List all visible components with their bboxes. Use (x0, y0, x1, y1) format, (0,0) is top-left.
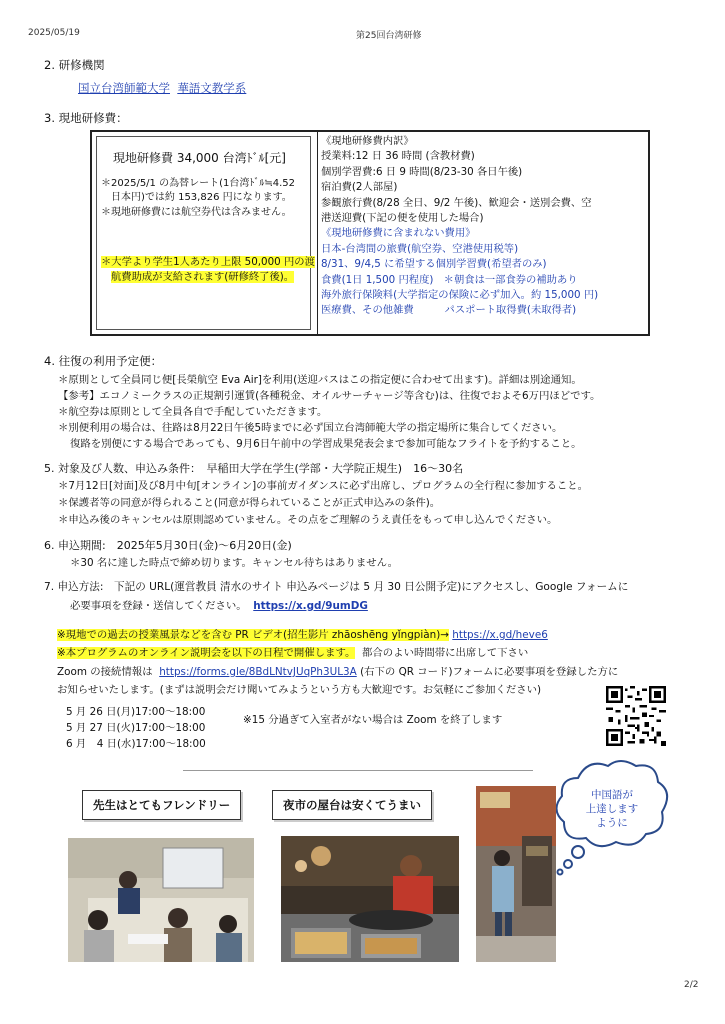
temple-street-photo (476, 786, 556, 962)
excluded-item: 日本-台湾間の旅費(航空券、空港使用税等) (321, 242, 519, 255)
excluded-item: 海外旅行保険料(大学指定の保険に必ず加入。約 15,000 円) (321, 289, 599, 302)
section-7-line-2: 必要事項を登録・送信してください。 https://x.gd/9umDG (70, 600, 368, 612)
breakdown-heading: 《現地研修費内訳》 (321, 135, 414, 147)
institution-link[interactable]: 国立台湾師範大学 (78, 81, 170, 95)
breakdown-item: 港送迎費(下記の便を使用した場合) (321, 212, 484, 225)
section-4-title: 4. 往復の利用予定便： (44, 354, 163, 368)
eligibility-note: ＊7月12日[対面]及び8月中旬[オンライン]の事前ガイダンスに必ず出席し、プログラムの全行程に参加すること。 (58, 480, 589, 492)
temple-street-illustration (476, 786, 556, 962)
night-market-photo (281, 836, 459, 962)
fee-title: 現地研修費 34,000 台湾ﾄﾞﾙ[元] (113, 151, 286, 165)
deadline-note: ＊30 名に達した時点で締め切ります。キャンセル待ちはありません。 (70, 557, 399, 569)
airfare-exclusion-note: ＊現地研修費には航空券代は含みません。 (101, 207, 292, 218)
classroom-photo (68, 838, 254, 962)
flight-note: ＊原則として全員同じ便[長榮航空 Eva Air]を利用(送迎バスはこの指定便に合わせて出ます)。詳細は別途通知。 (58, 374, 582, 386)
session-date: 5 月 26 日(月)17:00～18:00 (66, 706, 206, 718)
divider (183, 770, 533, 771)
night-market-illustration (281, 836, 459, 962)
cost-breakdown-cell (321, 134, 649, 319)
zoom-info-line: Zoom の接続情報は https://forms.gle/8BdLNtvJUqPh3UL3A (右下の QR コード)フォームに必要事項を登録した方に (57, 666, 619, 678)
exchange-rate-line-2: 日本円)では約 153,826 円になります。 (111, 192, 292, 203)
section-5-title: 5. 対象及び人数、申込み条件： 早稲田大学在学生(学部・大学院正規生) 16～30名 (44, 462, 464, 475)
session-date: 6 月 4 日(水)17:00～18:00 (66, 738, 206, 750)
excluded-item: 8/31、9/4,5 に希望する個別学習費(希望者のみ) (321, 258, 547, 271)
excluded-item: 食費(1日 1,500 円程度) ＊朝食は一部食券の補助あり (321, 273, 578, 286)
travel-aid-line-1: ＊大学より学生1人あたり上限 50,000 円の渡 (101, 256, 315, 268)
flight-note: 復路を別便にする場合であっても、9月6日午前中の学習成果発表会まで参加可能なフライトを予約すること。 (70, 438, 582, 450)
excluded-item: 医療費、その他雑費 パスポート取得費(未取得者) (321, 304, 577, 317)
breakdown-item: 個別学習費:6 日 9 時間(8/23-30 各日午後) (321, 165, 523, 178)
bubble-text: 中国語が 上達します ように (585, 789, 639, 829)
breakdown-item: 参観旅行費(8/28 全日、9/2 午後)、歓迎会・送別会費、空 (321, 196, 592, 209)
cost-summary-cell (92, 132, 318, 334)
online-session-line: ※本プログラムのオンライン説明会を以下の日程で開催します。 都合のよい時間帯に出席して下さい (57, 647, 529, 659)
session-date: 5 月 27 日(火)17:00～18:00 (66, 722, 206, 734)
speech-bubble (548, 756, 678, 876)
section-6-title: 6. 申込期間: 2025年5月30日(金)～6月20日(金) (44, 539, 292, 552)
section-3-title: 3. 現地研修費： (44, 111, 128, 125)
pr-video-line: ※現地での過去の授業風景などを含む PR ビデオ(招生影片 zhāoshēng yǐngpiàn)→ https://x.gd/heve6 (57, 629, 548, 641)
zoom-info-line-2: お知らせいたします。(まずは説明会だけ聞いてみようという方も大歓迎です。お気軽にご参加ください) (57, 684, 542, 696)
excluded-heading: 《現地研修費に含まれない費用》 (321, 227, 476, 240)
qr-code[interactable] (606, 686, 666, 746)
classroom-illustration (68, 838, 254, 962)
breakdown-item: 宿泊費(2人部屋) (321, 181, 398, 194)
caption-night-market: 夜市の屋台は安くてうまい (272, 790, 432, 820)
cost-table (90, 130, 650, 336)
qr-code-graphic (606, 686, 666, 746)
travel-aid-line-2: 航費助成が支給されます(研修終了後)。 (111, 271, 295, 283)
header-date: 2025/05/19 (28, 28, 80, 38)
eligibility-note: ＊申込み後のキャンセルは原則認めていません。その点をご理解のうえ責任をもって申し込んでください。 (58, 514, 558, 526)
section-7-title: 7. 申込方法: 下記の URL(運営教員 清水のサイト 申込みページは 5 月 30 日公開予定)にアクセスし、Google フォームに (44, 581, 629, 593)
breakdown-item: 授業料:12 日 36 時間 (含教材費) (321, 150, 475, 163)
section-2-title: 2. 研修機関 (44, 58, 105, 72)
caption-friendly-teacher: 先生はとてもフレンドリー (82, 790, 241, 820)
pr-video-link[interactable]: https://x.gd/heve6 (452, 629, 548, 641)
exchange-rate-line-1: ＊2025/5/1 の為替レート(1台湾ﾄﾞﾙ≒4.52 (101, 178, 296, 189)
eligibility-note: ＊保護者等の同意が得られること(同意が得られていることが正式申込みの条件)。 (58, 497, 441, 509)
zoom-close-note: ※15 分過ぎて入室者がない場合は Zoom を終了します (243, 714, 503, 726)
flight-note: ＊別便利用の場合は、往路は8月22日午後5時までに必ず国立台湾師範大学の指定場所に集合してください。 (58, 422, 563, 434)
flight-note: 【参考】エコノミークラスの正規割引運賃(各種税金、オイルサーチャージ等含む)は、往復でおよそ6万円ほどです。 (58, 390, 601, 402)
page-number: 2/2 (684, 980, 699, 990)
institution-line (78, 80, 246, 96)
flight-note: ＊航空券は原則として全員各自で手配していただきます。 (58, 406, 328, 418)
cost-summary-inner (96, 136, 315, 330)
department-link[interactable]: 華語文教学系 (177, 81, 247, 95)
zoom-form-link[interactable]: https://forms.gle/8BdLNtvJUqPh3UL3A (159, 666, 357, 678)
apply-url-link[interactable]: https://x.gd/9umDG (253, 600, 368, 612)
header-title: 第25回台湾研修 (356, 31, 422, 41)
